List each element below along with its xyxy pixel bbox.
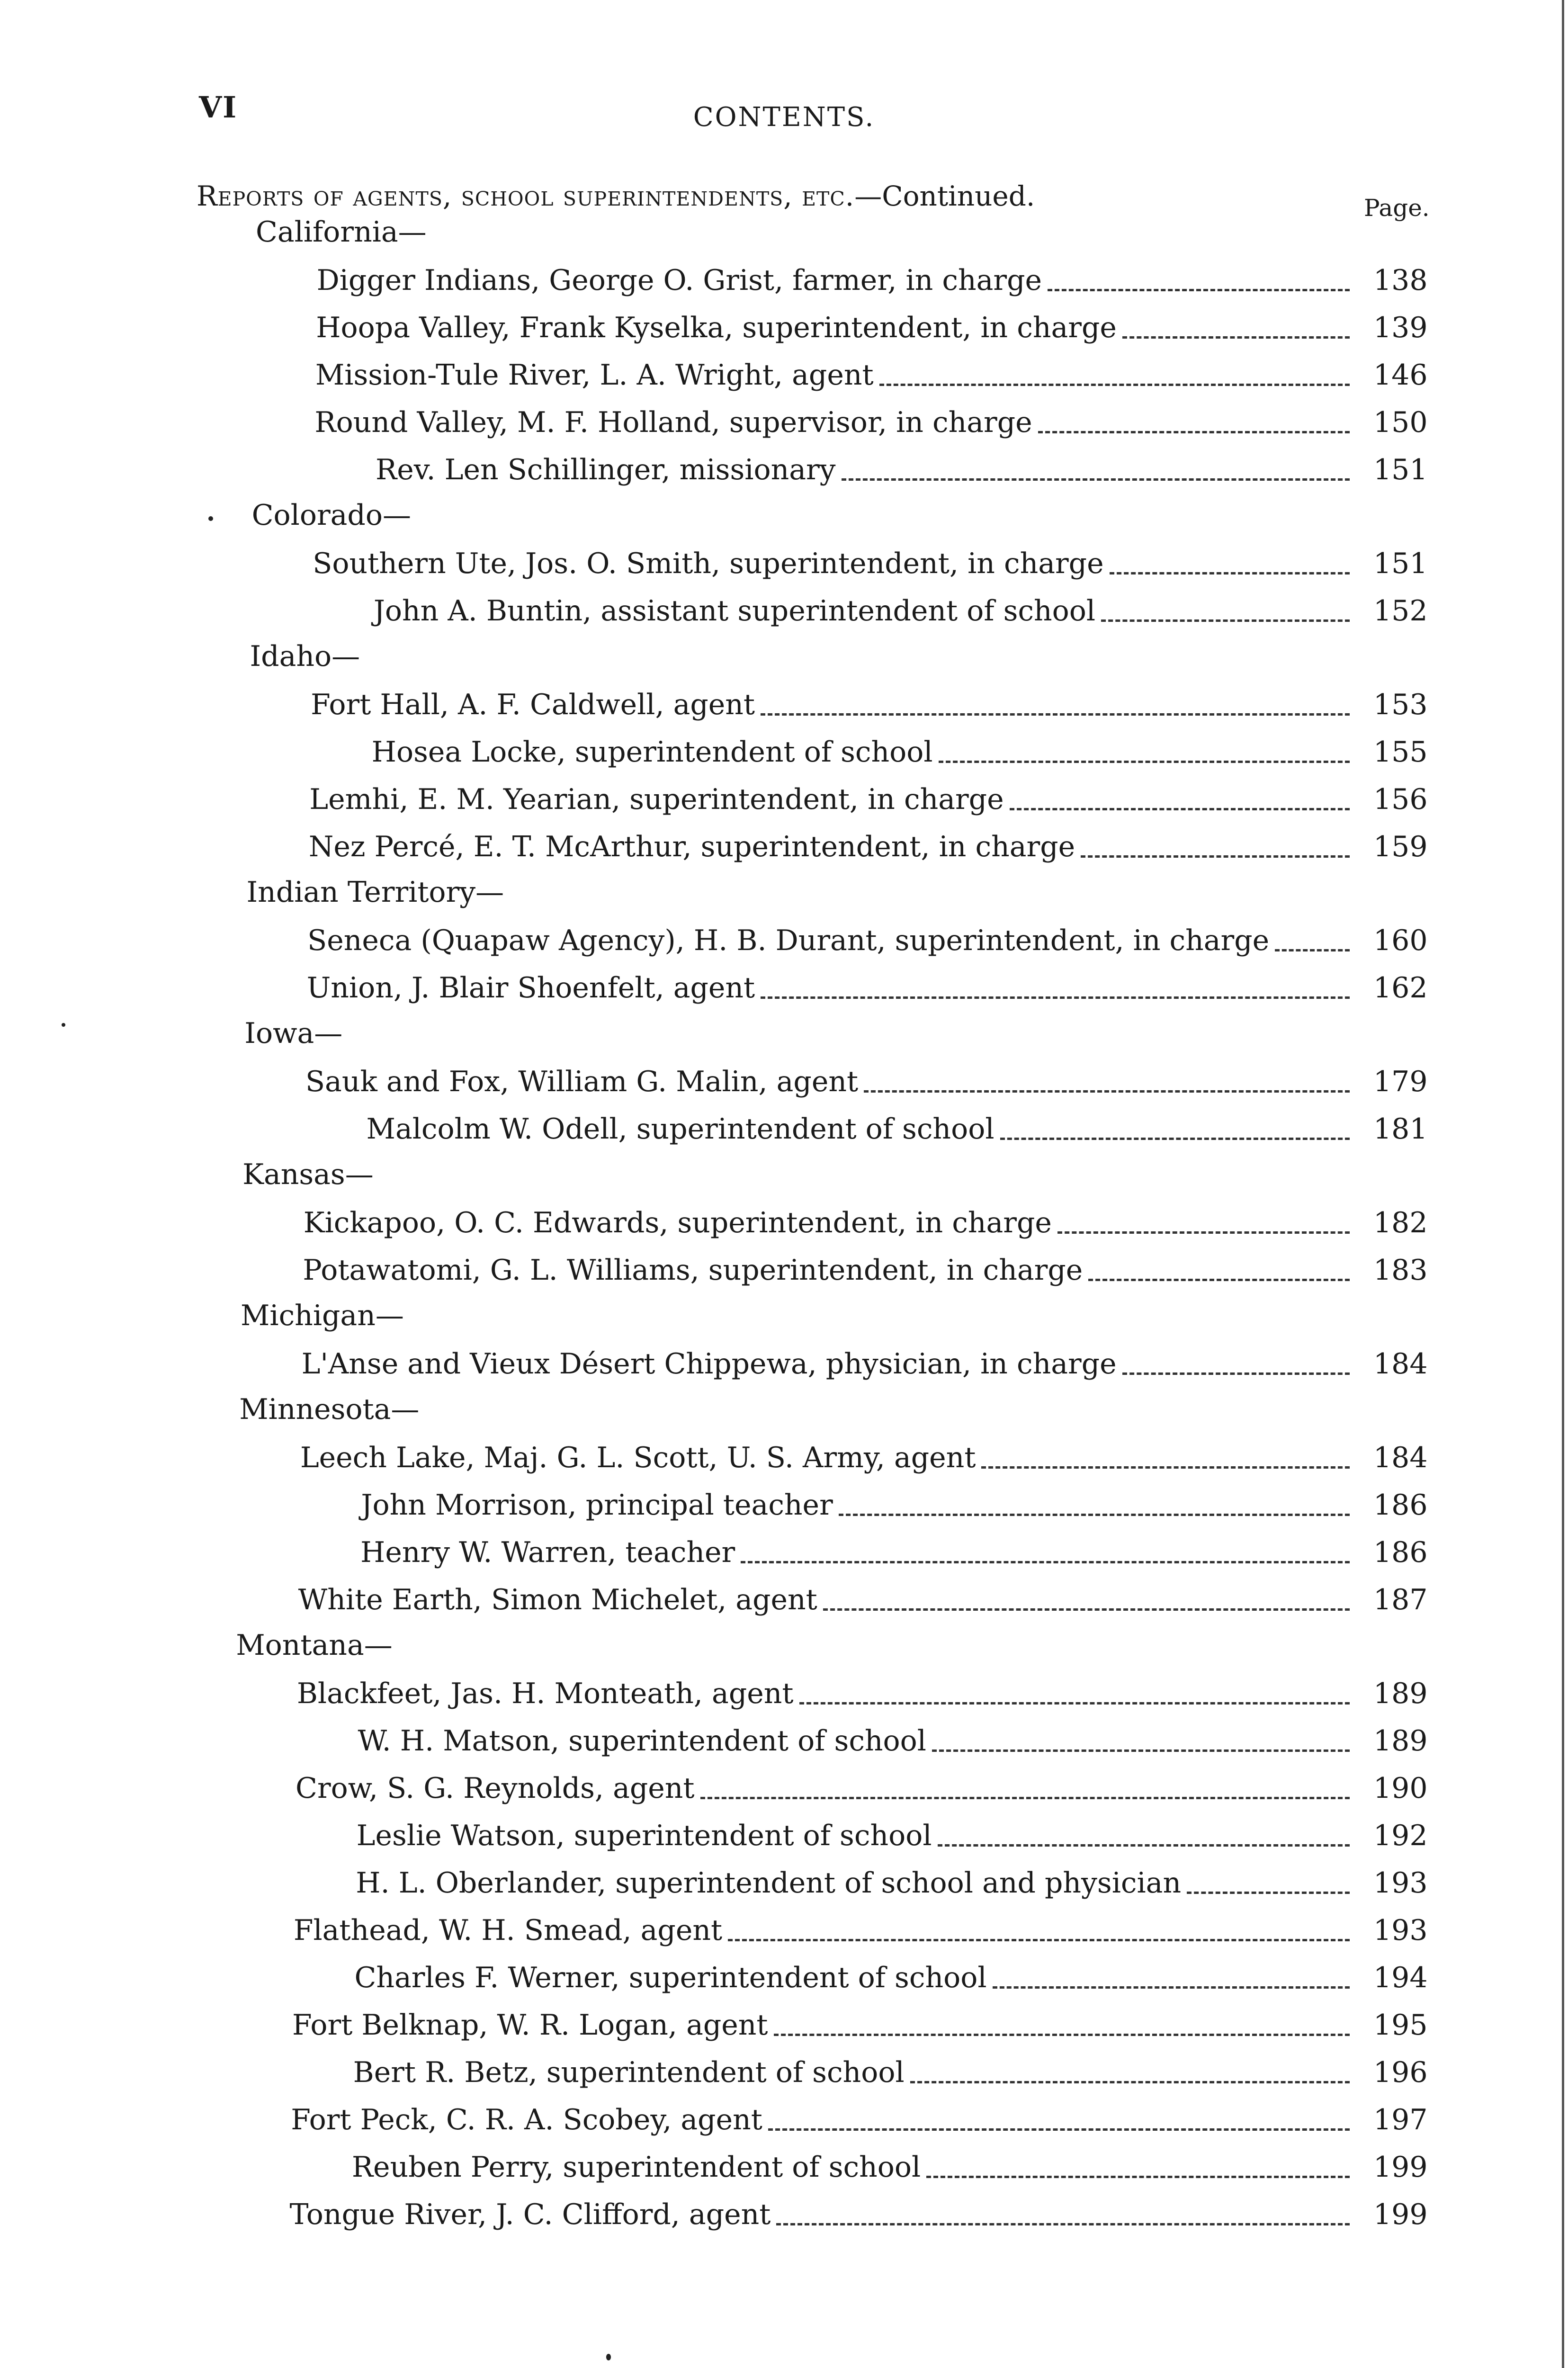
contents-subentry [360, 1529, 1428, 1569]
dot-leader [1110, 572, 1350, 574]
entry-page-number: 139 [1373, 311, 1428, 344]
entry-label: Flathead, W. H. Smead, agent [293, 1914, 723, 1947]
entry-label: White Earth, Simon Michelet, agent [298, 1583, 817, 1616]
contents-entry [296, 1765, 1428, 1805]
entry-label: L'Anse and Vieux Désert Chippewa, physician, in charge [301, 1347, 1117, 1381]
entry-page-number: 184 [1373, 1347, 1428, 1381]
page-column-label: Page. [1364, 194, 1430, 222]
contents-entry [303, 1200, 1428, 1239]
speck-mark [62, 1023, 65, 1027]
dot-leader [981, 1466, 1350, 1469]
contents-subentry [366, 1106, 1428, 1146]
entry-label: Fort Belknap, W. R. Logan, agent [292, 2009, 768, 2042]
dot-leader [774, 2034, 1350, 2036]
dot-leader [700, 1797, 1350, 1799]
dot-leader [728, 1939, 1350, 1941]
state-heading: Colorado— [251, 499, 411, 532]
entry-label: Digger Indians, George O. Grist, farmer, in charge [316, 264, 1042, 297]
dot-leader [799, 1702, 1350, 1704]
contents-entry [296, 1670, 1428, 1710]
page-heading: CONTENTS. [693, 102, 875, 133]
state-heading: Iowa— [244, 1017, 343, 1050]
entry-label: Hoopa Valley, Frank Kyselka, superintendent, in charge [316, 311, 1117, 344]
contents-entry [289, 2191, 1428, 2231]
contents-entry [316, 257, 1428, 297]
dot-leader [938, 1844, 1350, 1847]
state-heading: Montana— [236, 1629, 393, 1662]
entry-page-number: 151 [1373, 453, 1428, 486]
section-title-continued: —Continued. [854, 180, 1035, 212]
state-heading: Kansas— [242, 1158, 374, 1191]
dot-leader [839, 1514, 1350, 1516]
entry-label: Southern Ute, Jos. O. Smith, superintendent, in charge [313, 547, 1104, 580]
contents-entry [301, 1341, 1428, 1381]
dot-leader [776, 2223, 1350, 2225]
dot-leader [1122, 1372, 1350, 1375]
contents-entry [316, 305, 1428, 344]
entry-label: Nez Percé, E. T. McArthur, superintendent, in charge [308, 830, 1075, 863]
contents-entry [292, 2002, 1428, 2042]
dot-leader [1038, 431, 1350, 433]
contents-entry [291, 2097, 1428, 2136]
entry-label: Seneca (Quapaw Agency), H. B. Durant, superintendent, in charge [307, 924, 1270, 957]
dot-leader [910, 2081, 1350, 2083]
contents-subentry [371, 729, 1428, 769]
entry-page-number: 153 [1373, 688, 1428, 721]
contents-subentry [356, 1860, 1428, 1900]
dot-leader [1101, 619, 1350, 622]
entry-page-number: 186 [1373, 1536, 1428, 1569]
entry-page-number: 150 [1373, 406, 1428, 439]
dot-leader [1000, 1138, 1350, 1140]
dot-leader [823, 1608, 1350, 1611]
contents-subentry [353, 2049, 1428, 2089]
contents-subentry [358, 1718, 1428, 1758]
entry-label: Blackfeet, Jas. H. Monteath, agent [296, 1677, 794, 1710]
contents-entry [315, 352, 1428, 392]
contents-entry [309, 776, 1428, 816]
contents-entry [314, 399, 1428, 439]
contents-entry [313, 540, 1428, 580]
entry-page-number: 184 [1373, 1441, 1428, 1474]
entry-label: Reuben Perry, superintendent of school [351, 2151, 921, 2184]
entry-page-number: 179 [1373, 1065, 1428, 1098]
state-heading: Indian Territory— [246, 876, 504, 909]
dot-leader [761, 713, 1350, 716]
entry-page-number: 193 [1373, 1914, 1428, 1947]
contents-entry [303, 1247, 1428, 1287]
entry-page-number: 181 [1373, 1112, 1428, 1146]
contents-subentry [361, 1482, 1428, 1522]
entry-page-number: 146 [1373, 359, 1428, 392]
page-number: VI [199, 90, 238, 125]
entry-page-number: 186 [1373, 1489, 1428, 1522]
dot-leader [926, 2176, 1350, 2178]
entry-page-number: 159 [1373, 830, 1428, 863]
dot-leader [1010, 808, 1350, 810]
contents-entry [300, 1435, 1428, 1474]
dot-leader [842, 478, 1350, 481]
entry-page-number: 156 [1373, 783, 1428, 816]
contents-entry [311, 682, 1428, 721]
entry-label: Round Valley, M. F. Holland, supervisor, in charge [314, 406, 1032, 439]
state-heading: Michigan— [240, 1299, 404, 1332]
contents-subentry [354, 1955, 1428, 1994]
dot-leader [768, 2128, 1350, 2131]
entry-label: Potawatomi, G. L. Williams, superintendent, in charge [303, 1254, 1083, 1287]
dot-leader [939, 761, 1350, 763]
entry-page-number: 196 [1373, 2056, 1428, 2089]
entry-label: Leslie Watson, superintendent of school [356, 1819, 932, 1852]
entry-page-number: 197 [1373, 2103, 1428, 2136]
entry-page-number: 190 [1373, 1772, 1428, 1805]
entry-page-number: 155 [1373, 736, 1428, 769]
entry-label: Fort Hall, A. F. Caldwell, agent [311, 688, 755, 721]
entry-label: John A. Buntin, assistant superintendent of school [373, 594, 1096, 628]
dot-leader [879, 384, 1350, 386]
entry-page-number: 187 [1373, 1583, 1428, 1616]
entry-page-number: 160 [1373, 924, 1428, 957]
dot-leader [1088, 1279, 1350, 1281]
dot-leader [1048, 289, 1350, 291]
contents-entry [293, 1907, 1428, 1947]
entry-page-number: 199 [1373, 2198, 1428, 2231]
dot-leader [761, 996, 1350, 999]
entry-label: Bert R. Betz, superintendent of school [353, 2056, 905, 2089]
entry-label: Union, J. Blair Shoenfelt, agent [306, 971, 755, 1005]
state-heading: California— [256, 215, 427, 249]
entry-label: Rev. Len Schillinger, missionary [376, 453, 836, 486]
entry-label: Mission-Tule River, L. A. Wright, agent [315, 359, 874, 392]
dot-leader [1187, 1892, 1350, 1894]
entry-page-number: 193 [1373, 1866, 1428, 1900]
dot-leader [993, 1986, 1350, 1989]
entry-label: Sauk and Fox, William G. Malin, agent [305, 1065, 859, 1098]
entry-label: Leech Lake, Maj. G. L. Scott, U. S. Army, agent [300, 1441, 976, 1474]
contents-subentry [351, 2144, 1428, 2184]
speck-mark [606, 2354, 611, 2360]
entry-page-number: 192 [1373, 1819, 1428, 1852]
entry-page-number: 162 [1373, 971, 1428, 1005]
entry-label: H. L. Oberlander, superintendent of school and physician [356, 1866, 1182, 1900]
state-heading: Minnesota— [239, 1393, 420, 1426]
entry-page-number: 194 [1373, 1961, 1428, 1994]
entry-page-number: 138 [1373, 264, 1428, 297]
contents-entry [306, 965, 1428, 1005]
contents-subentry [376, 447, 1428, 486]
dot-leader [1081, 855, 1350, 858]
entry-page-number: 199 [1373, 2151, 1428, 2184]
dot-leader [1122, 336, 1350, 339]
entry-label: Kickapoo, O. C. Edwards, superintendent, in charge [303, 1206, 1052, 1239]
dot-leader [1275, 949, 1350, 951]
contents-entry [307, 917, 1428, 957]
contents-entry [298, 1577, 1428, 1616]
dot-leader [741, 1561, 1350, 1563]
entry-label: Malcolm W. Odell, superintendent of school [366, 1112, 995, 1146]
entry-page-number: 189 [1373, 1724, 1428, 1758]
entry-page-number: 182 [1373, 1206, 1428, 1239]
contents-subentry [373, 588, 1428, 628]
entry-label: Charles F. Werner, superintendent of school [354, 1961, 987, 1994]
entry-page-number: 195 [1373, 2009, 1428, 2042]
entry-label: Crow, S. G. Reynolds, agent [296, 1772, 695, 1805]
contents-entry [308, 824, 1428, 863]
entry-label: W. H. Matson, superintendent of school [358, 1724, 926, 1758]
entry-page-number: 151 [1373, 547, 1428, 580]
contents-subentry [356, 1812, 1428, 1852]
state-heading: Idaho— [250, 640, 360, 673]
entry-page-number: 152 [1373, 594, 1428, 628]
entry-label: Henry W. Warren, teacher [360, 1536, 735, 1569]
entry-page-number: 183 [1373, 1254, 1428, 1287]
entry-label: John Morrison, principal teacher [361, 1489, 833, 1522]
contents-entry [305, 1058, 1428, 1098]
entry-label: Fort Peck, C. R. A. Scobey, agent [291, 2103, 762, 2136]
dot-leader [1057, 1231, 1350, 1234]
section-title-caps: Reports of agents, school superintendents, etc. [197, 180, 855, 212]
entry-page-number: 189 [1373, 1677, 1428, 1710]
page-edge-line [1562, 0, 1564, 2368]
dot-leader [932, 1749, 1350, 1752]
speck-mark [208, 516, 213, 521]
dot-leader [864, 1090, 1350, 1093]
entry-label: Hosea Locke, superintendent of school [371, 736, 933, 769]
entry-label: Lemhi, E. M. Yearian, superintendent, in charge [309, 783, 1004, 816]
entry-label: Tongue River, J. C. Clifford, agent [289, 2198, 771, 2231]
